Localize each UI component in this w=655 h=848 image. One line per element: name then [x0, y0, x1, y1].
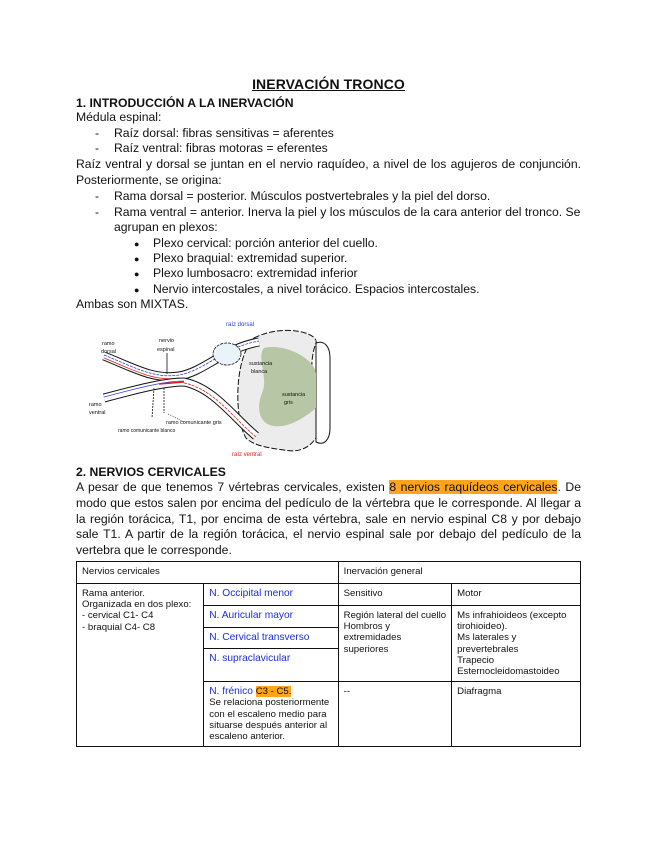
svg-text:ramo comunicante blanco: ramo comunicante blanco: [118, 428, 176, 434]
svg-text:ventral: ventral: [89, 410, 106, 416]
paragraph-nervios-cervicales: A pesar de que tenemos 7 vértebras cervicales, existen 8 nervios raquídeos cervicales. De modo que estos salen por encima del pedículo de la vértebra que le corresponde. Al llegar a la región torácica, T1, por encima de esta vértebra, sale en nervio espinal C8 y por debajo sale T1. A partir de la región torácica, el nervio espinal sale por debajo del pedículo de la vertebra que le corresponde.: [76, 480, 581, 558]
bullet-dot: ●: [134, 285, 140, 295]
svg-text:blanca: blanca: [251, 369, 268, 375]
header-inervacion-general: Inervación general: [338, 562, 580, 584]
section-heading-nervios-cervicales: 2. NERVIOS CERVICALES: [76, 465, 226, 479]
table-header-row: [77, 562, 581, 584]
svg-text:ramo comunicante gris: ramo comunicante gris: [166, 420, 222, 426]
subheader-motor: Motor: [452, 584, 581, 606]
table-row: [77, 584, 581, 606]
dash-bullet: -: [95, 141, 100, 155]
frenico-description: Se relaciona posteriormente con el escaleno medio para situarse después anterior al escaleno anterior.: [209, 697, 330, 743]
intro-text: Médula espinal:: [76, 110, 162, 124]
nerve-occipital-menor: N. Occipital menor: [204, 584, 338, 606]
svg-text:gris: gris: [284, 400, 293, 406]
svg-text:raíz dorsal: raíz dorsal: [226, 322, 255, 328]
motor-cell: Ms infrahioideos (excepto tirohioideo). Ms laterales y prevertebrales Trapecio Esternocleidomastoideo: [452, 606, 581, 682]
svg-text:espinal: espinal: [157, 347, 175, 353]
spinal-cord-illustration: [84, 318, 340, 458]
highlighted-text: C3 - C5.: [255, 686, 292, 698]
spinal-nerve-diagram: [84, 318, 340, 458]
dash-bullet: -: [95, 205, 100, 219]
highlighted-text: 8 nervios raquídeos cervicales: [389, 480, 558, 494]
frenico-motor: Diafragma: [452, 682, 581, 747]
nerve-cervical-transverso: N. Cervical transverso: [204, 627, 338, 649]
rama-anterior-cell: Rama anterior. Organizada en dos plexo: - cervical C1- C4 - braquial C4- C8: [77, 584, 204, 747]
bullet-dot: ●: [134, 254, 140, 264]
cervical-nerves-table: [76, 561, 581, 747]
closing-text: Ambas son MIXTAS.: [76, 297, 189, 311]
dash-bullet: -: [95, 126, 100, 140]
dash-bullet: -: [95, 189, 100, 203]
sensitivo-cell: Región lateral del cuello Hombros y extremidades superiores: [338, 606, 452, 682]
paragraph-union-raices: Raíz ventral y dorsal se juntan en el nervio raquídeo, a nivel de los agujeros de conjunción. Posteriormente, se origina:: [76, 157, 581, 187]
nerve-frenico-cell: [204, 682, 338, 747]
svg-text:raíz ventral: raíz ventral: [232, 452, 262, 458]
section-heading-introduccion: 1. INTRODUCCIÓN A LA INERVACIÓN: [76, 96, 294, 110]
svg-text:ramo: ramo: [89, 402, 102, 408]
nerve-auricular-mayor: N. Auricular mayor: [204, 606, 338, 628]
bullet-dot: ●: [134, 269, 140, 279]
frenico-sensitivo: --: [338, 682, 452, 747]
svg-text:nervio: nervio: [159, 338, 174, 344]
svg-text:dorsal: dorsal: [101, 349, 116, 355]
nerve-supraclavicular: N. supraclavicular: [204, 649, 338, 682]
svg-text:sustancia: sustancia: [249, 361, 273, 367]
subheader-sensitivo: Sensitivo: [338, 584, 452, 606]
nerve-frenico: N. frénico: [209, 686, 256, 698]
svg-text:sustancia: sustancia: [282, 392, 306, 398]
bullet-dot: ●: [134, 239, 140, 249]
svg-text:ramo: ramo: [102, 341, 115, 347]
page-title: INERVACIÓN TRONCO: [252, 76, 405, 92]
header-nervios-cervicales: Nervios cervicales: [77, 562, 339, 584]
